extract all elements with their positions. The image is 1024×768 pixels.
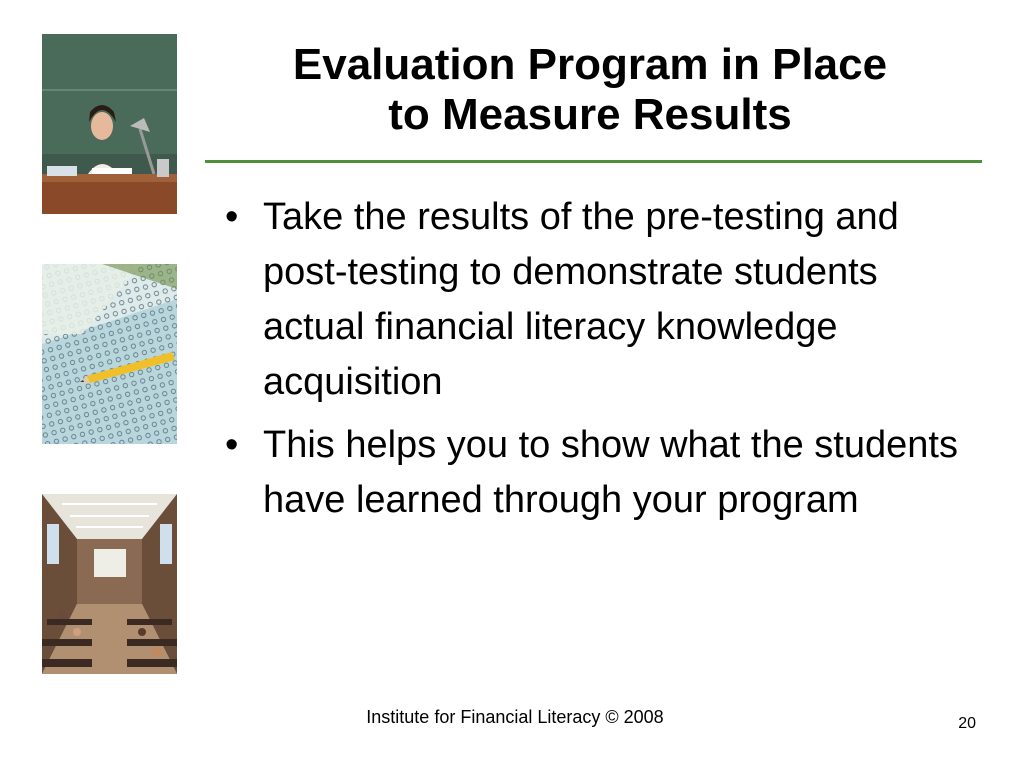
bullet-item [223, 418, 963, 528]
bullet-text: This helps you to show what the students have learned through your program [263, 424, 958, 521]
page-number: 20 [958, 715, 976, 732]
bullet-list [223, 190, 963, 536]
bullet-item [223, 190, 963, 410]
bullet-glyph: • [225, 196, 239, 238]
bullet-text: Take the results of the pre-testing and post-testing to demonstrate students actual financial literacy knowledge acquisition [263, 196, 899, 403]
bullet-glyph: • [225, 424, 239, 466]
title-line-2: to Measure Results [388, 90, 792, 139]
title-line-1: Evaluation Program in Place [292, 40, 888, 89]
slide-title [205, 40, 975, 140]
lecture-hall-photo [42, 494, 177, 674]
answer-sheet-pencil-photo [42, 264, 177, 444]
footer-copyright: Institute for Financial Literacy © 2008 [366, 707, 664, 727]
title-underline-rule [205, 160, 982, 163]
teacher-at-desk-photo [42, 34, 177, 214]
